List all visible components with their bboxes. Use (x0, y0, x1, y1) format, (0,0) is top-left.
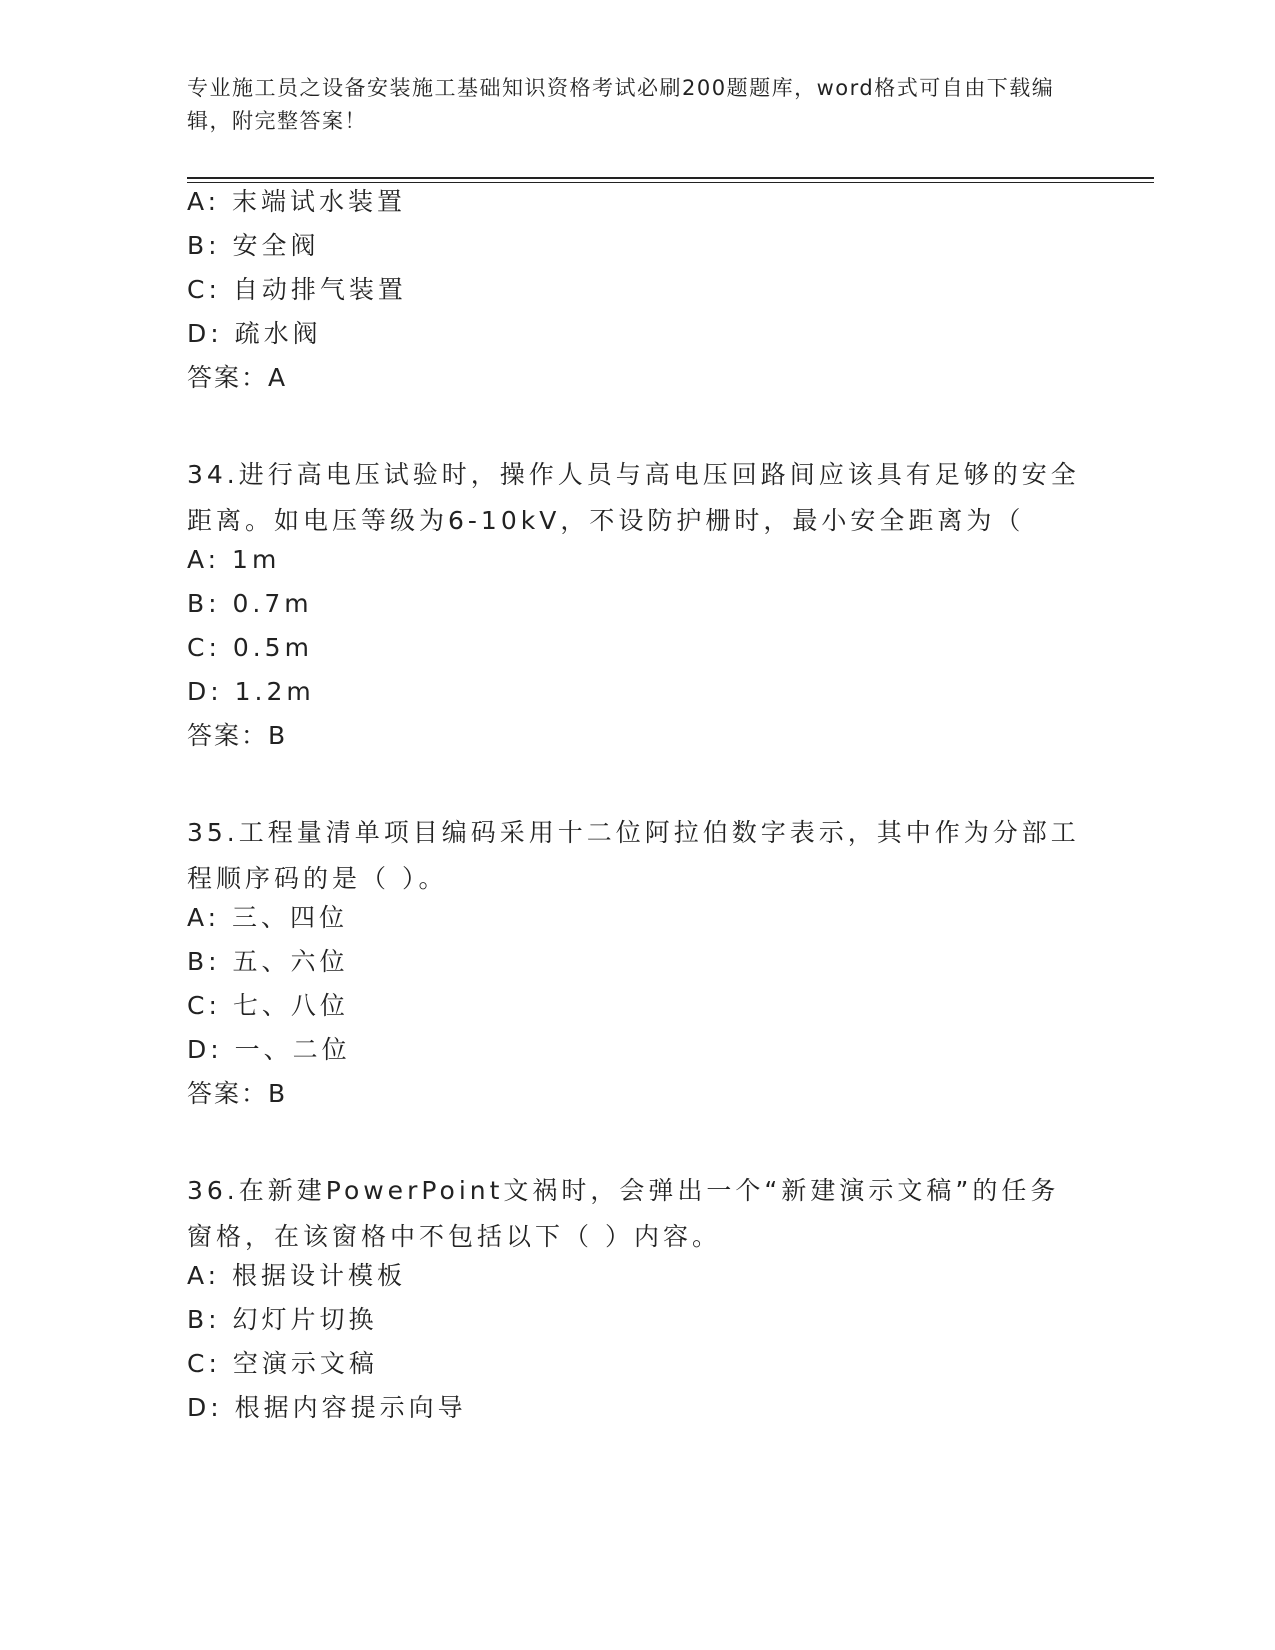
q34-option-b: B: 0.7m (187, 589, 313, 618)
q36-question: 36.在新建PowerPoint文祸时，会弹出一个“新建演示文稿”的任务窗格，在该窗格中不包括以下（ ）内容。 (187, 1176, 1060, 1251)
q33-option-d: D: 疏水阀 (187, 319, 322, 348)
q36-option-a: A: 根据设计模板 (187, 1261, 407, 1290)
q35-option-c: C: 七、八位 (187, 991, 349, 1020)
q33-option-c: C: 自动排气装置 (187, 275, 407, 304)
document-header: 专业施工员之设备安装施工基础知识资格考试必刷200题题库，word格式可自由下载编辑，附完整答案！ (187, 76, 1055, 133)
q34-question: 34.进行高电压试验时，操作人员与高电压回路间应该具有足够的安全距离。如电压等级为6-10kV，不设防护栅时，最小安全距离为（ (187, 460, 1080, 535)
q34-option-d: D: 1.2m (187, 677, 315, 706)
q34-option-a: A: 1m (187, 545, 281, 574)
q36-option-c: C: 空演示文稿 (187, 1349, 378, 1378)
q35-option-b: B: 五、六位 (187, 947, 349, 976)
q33-option-b: B: 安全阀 (187, 231, 320, 260)
q35-option-a: A: 三、四位 (187, 903, 349, 932)
q35-question: 35.工程量清单项目编码采用十二位阿拉伯数字表示，其中作为分部工程顺序码的是（ ）。 (187, 818, 1080, 893)
q33-answer: 答案：A (187, 363, 288, 392)
q33-option-a: A: 末端试水装置 (187, 187, 407, 216)
q34-option-c: C: 0.5m (187, 633, 313, 662)
header-divider-thin (187, 182, 1154, 183)
q36-option-d: D: 根据内容提示向导 (187, 1393, 467, 1422)
q36-option-b: B: 幻灯片切换 (187, 1305, 378, 1334)
q34-answer: 答案：B (187, 721, 288, 750)
q35-answer: 答案：B (187, 1079, 288, 1108)
q35-option-d: D: 一、二位 (187, 1035, 351, 1064)
header-divider-thick (187, 177, 1154, 179)
